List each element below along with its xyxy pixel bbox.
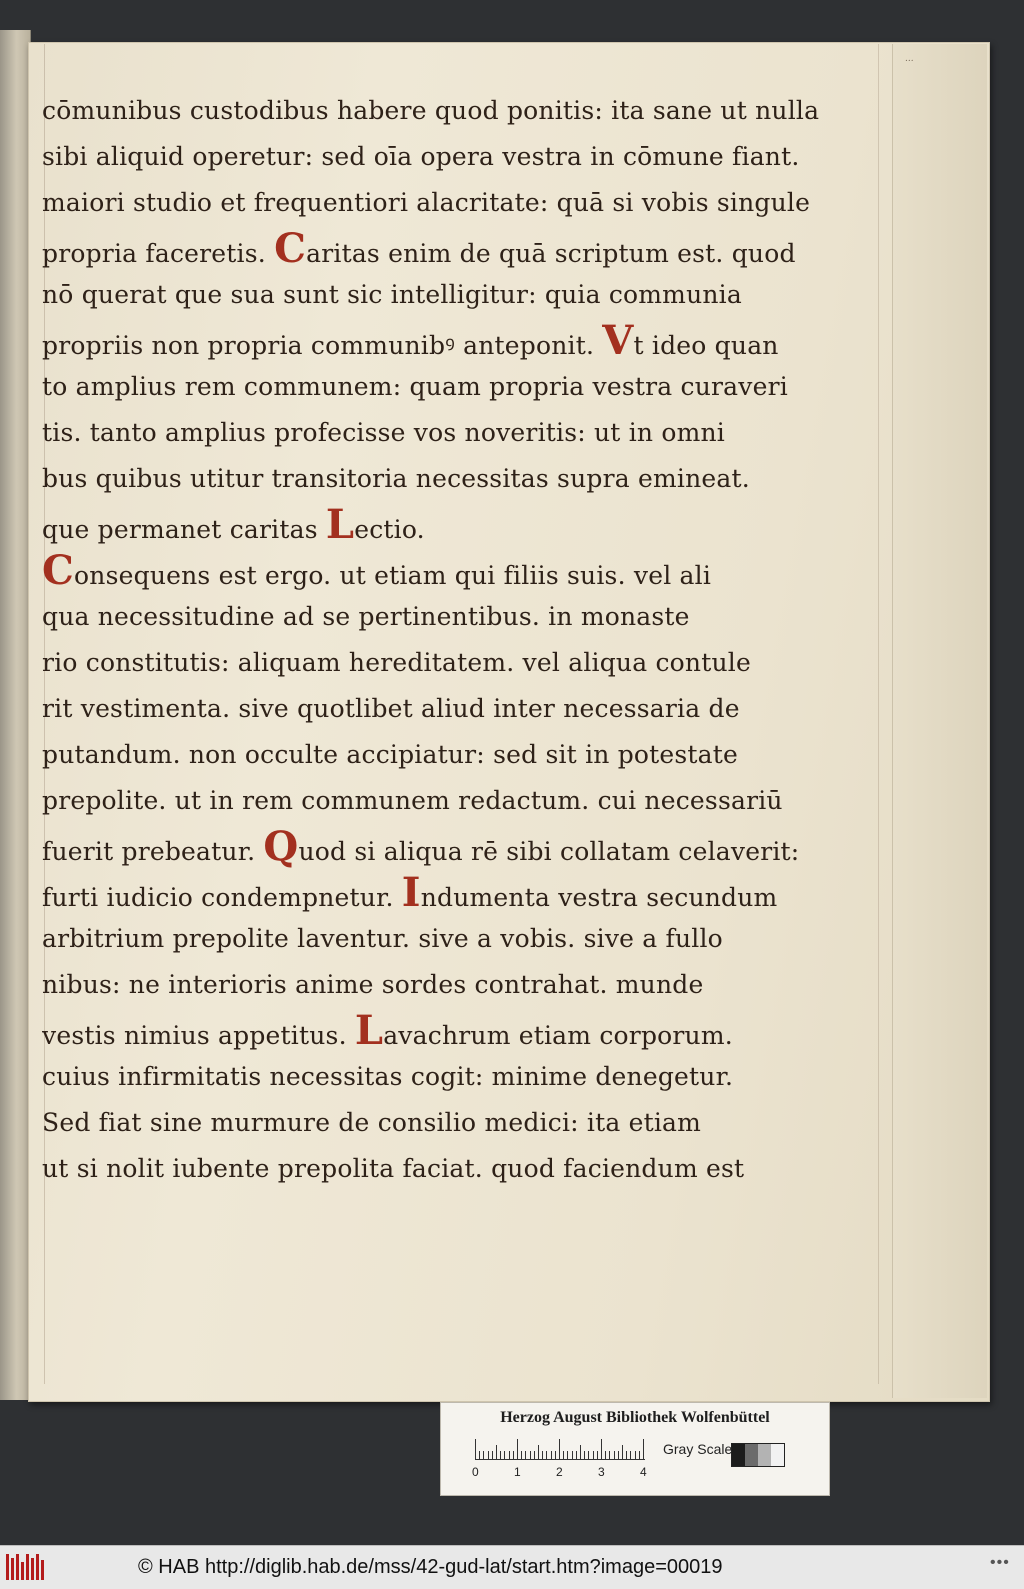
ruler-number: 1: [514, 1465, 521, 1479]
ruler-tick: [475, 1439, 476, 1459]
ruler-tick: [622, 1445, 623, 1459]
ruler-tick: [601, 1439, 602, 1459]
ruler-tick: [609, 1451, 610, 1459]
manuscript-line: [42, 778, 882, 824]
rubric-initial: L: [354, 1008, 384, 1054]
manuscript-line: [42, 1146, 882, 1192]
ruler-tick: [525, 1451, 526, 1459]
ruler-tick: [538, 1445, 539, 1459]
ruler-tick: [504, 1451, 505, 1459]
manuscript-line: [42, 870, 882, 916]
ruler-tick: [635, 1451, 636, 1459]
ruler-tick: [479, 1451, 480, 1459]
line-text: nibus: ne interioris anime sordes contrahat. munde: [42, 970, 704, 999]
line-text: arbitrium prepolite laventur. sive a vobis. sive a fullo: [42, 924, 723, 953]
ruler-tick: [542, 1451, 543, 1459]
ruler-tick: [643, 1439, 644, 1459]
ruler-tick: [639, 1451, 640, 1459]
ruler-number: 2: [556, 1465, 563, 1479]
ruler-tick: [559, 1439, 560, 1459]
ruler-tick: [618, 1451, 619, 1459]
line-text: aritas enim de quā scriptum est. quod: [306, 239, 796, 268]
ruler-tick: [555, 1451, 556, 1459]
ruler-number: 4: [640, 1465, 647, 1479]
ruler-tick: [530, 1451, 531, 1459]
hab-logo-icon[interactable]: [6, 1554, 44, 1580]
line-text: avachrum etiam corporum.: [383, 1021, 733, 1050]
line-text: rit vestimenta. sive quotlibet aliud inter necessaria de: [42, 694, 740, 723]
rubric-initial: C: [274, 226, 307, 272]
line-text: propria faceretis.: [42, 239, 275, 268]
manuscript-line: [42, 916, 882, 962]
line-text: t ideo quan: [633, 331, 779, 360]
line-text: que permanet caritas: [42, 515, 326, 544]
ruler-tick: [593, 1451, 594, 1459]
line-text: qua necessitudine ad se pertinentibus. in monaste: [42, 602, 690, 631]
rubric-initial: V: [602, 318, 634, 364]
more-options-icon[interactable]: •••: [990, 1554, 1010, 1571]
ruler-tick: [500, 1451, 501, 1459]
manuscript-line: [42, 686, 882, 732]
line-text: tis. tanto amplius profecisse vos noveritis: ut in omni: [42, 418, 725, 447]
manuscript-line: [42, 640, 882, 686]
gray-swatch: [732, 1444, 745, 1466]
ruler-tick: [483, 1451, 484, 1459]
line-text: cōmunibus custodibus habere quod ponitis: ita sane ut nulla: [42, 96, 820, 125]
manuscript-line: [42, 1008, 882, 1054]
rubric-initial: C: [42, 548, 75, 594]
footer-bar: [0, 1545, 1024, 1589]
line-text: sibi aliquid operetur: sed oīa opera vestra in cōmune fiant.: [42, 142, 800, 171]
line-text: bus quibus utitur transitoria necessitas supra emineat.: [42, 464, 750, 493]
manuscript-text: [42, 88, 882, 1192]
line-text: fuerit prebeatur.: [42, 837, 264, 866]
manuscript-line: [42, 594, 882, 640]
page-right-margin: [892, 44, 987, 1398]
manuscript-line: [42, 88, 882, 134]
manuscript-line: [42, 226, 882, 272]
ruler-tick: [546, 1451, 547, 1459]
line-text: ut si nolit iubente prepolita faciat. quod faciendum est: [42, 1154, 745, 1183]
ruler-tick: [488, 1451, 489, 1459]
ruler-tick: [630, 1451, 631, 1459]
ruler-tick: [567, 1451, 568, 1459]
line-text: nō querat que sua sunt sic intelligitur: quia communia: [42, 280, 742, 309]
manuscript-line: [42, 502, 882, 548]
ruler-number: 0: [472, 1465, 479, 1479]
manuscript-line: [42, 1054, 882, 1100]
binding-edge: [0, 30, 31, 1400]
manuscript-line: [42, 180, 882, 226]
ruler-tick: [492, 1451, 493, 1459]
gray-swatch: [745, 1444, 758, 1466]
manuscript-line: [42, 456, 882, 502]
manuscript-line: [42, 134, 882, 180]
ruler-number: 3: [598, 1465, 605, 1479]
ruler-tick: [551, 1451, 552, 1459]
gray-swatch: [758, 1444, 771, 1466]
line-text: cuius infirmitatis necessitas cogit: minime denegetur.: [42, 1062, 734, 1091]
manuscript-line: [42, 548, 882, 594]
manuscript-line: [42, 410, 882, 456]
ruler-tick: [563, 1451, 564, 1459]
ruler-tick: [534, 1451, 535, 1459]
manuscript-line: [42, 272, 882, 318]
manuscript-line: [42, 824, 882, 870]
rubric-initial: L: [325, 502, 355, 548]
line-text: vestis nimius appetitus.: [42, 1021, 355, 1050]
line-text: putandum. non occulte accipiatur: sed sit in potestate: [42, 740, 739, 769]
gray-scale-swatches: [731, 1443, 785, 1467]
footer-url[interactable]: © HAB http://diglib.hab.de/mss/42-gud-lat/start.htm?image=00019: [138, 1556, 723, 1578]
ruler-tick: [509, 1451, 510, 1459]
manuscript-line: [42, 962, 882, 1008]
line-text: rio constitutis: aliquam hereditatem. vel aliqua contule: [42, 648, 751, 677]
line-text: prepolite. ut in rem communem redactum. cui necessariū: [42, 786, 783, 815]
ruler-tick: [517, 1439, 518, 1459]
line-text: ndumenta vestra secundum: [420, 883, 778, 912]
ruler-tick: [496, 1445, 497, 1459]
ruler-tick: [580, 1445, 581, 1459]
ruler-tick: [584, 1451, 585, 1459]
gray-scale-label: Gray Scale: [663, 1441, 733, 1457]
manuscript-line: [42, 364, 882, 410]
gray-scale-card: [440, 1402, 830, 1496]
gray-swatch: [771, 1444, 784, 1466]
line-text: ectio.: [354, 515, 425, 544]
ruler-tick: [626, 1451, 627, 1459]
line-text: Sed fiat sine murmure de consilio medici: ita etiam: [42, 1108, 702, 1137]
manuscript-line: [42, 1100, 882, 1146]
ruler-tick: [588, 1451, 589, 1459]
ruler-tick: [513, 1451, 514, 1459]
ruler-tick: [572, 1451, 573, 1459]
line-text: uod si aliqua rē sibi collatam celaverit:: [298, 837, 800, 866]
library-name: Herzog August Bibliothek Wolfenbüttel: [500, 1409, 770, 1426]
rubric-initial: Q: [263, 824, 299, 870]
scale-ruler: [475, 1437, 645, 1460]
manuscript-line: [42, 318, 882, 364]
ruler-tick: [521, 1451, 522, 1459]
ruler-tick: [597, 1451, 598, 1459]
rubric-initial: I: [401, 870, 421, 916]
line-text: furti iudicio condempnetur.: [42, 883, 402, 912]
margin-note: ...: [905, 54, 914, 64]
ruler-tick: [614, 1451, 615, 1459]
line-text: onsequens est ergo. ut etiam qui filiis suis. vel ali: [74, 561, 712, 590]
line-text: maiori studio et frequentiori alacritate: quā si vobis singule: [42, 188, 811, 217]
line-text: to amplius rem communem: quam propria vestra curaveri: [42, 372, 788, 401]
ruler-tick: [605, 1451, 606, 1459]
line-text: propriis non propria communibꝰ anteponit.: [42, 331, 603, 360]
manuscript-line: [42, 732, 882, 778]
ruler-tick: [576, 1451, 577, 1459]
